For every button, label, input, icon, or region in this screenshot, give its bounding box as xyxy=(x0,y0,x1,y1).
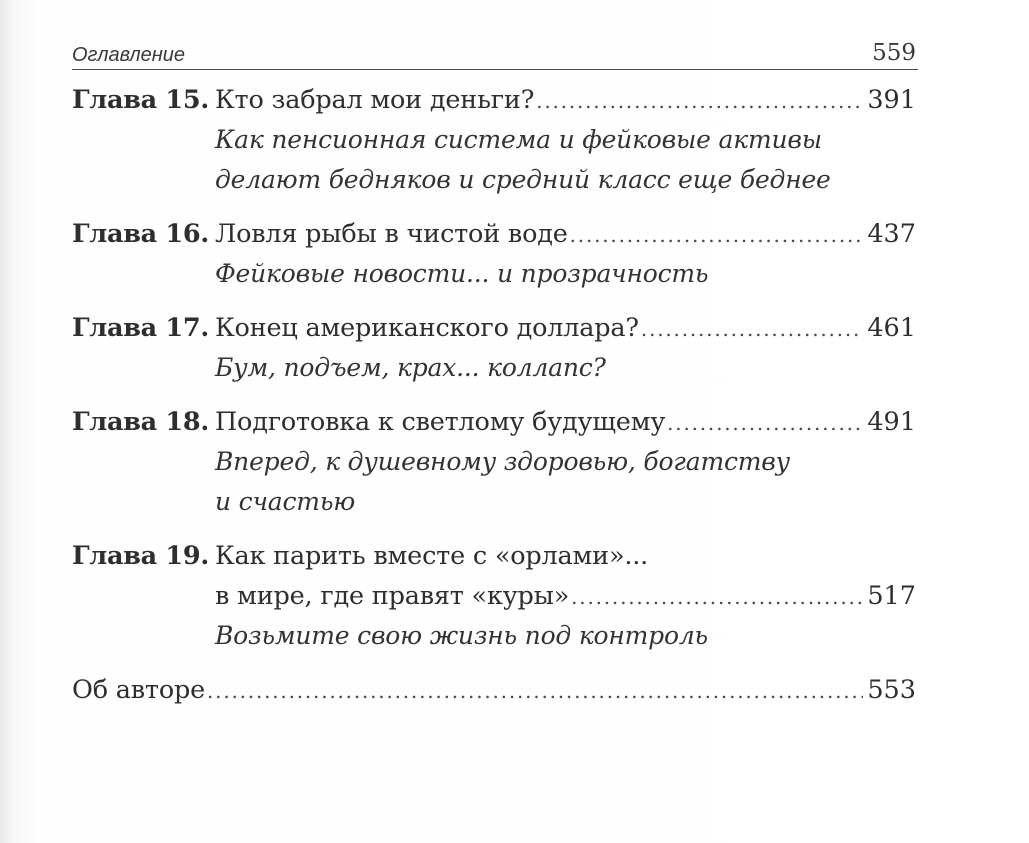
chapter-title: Как парить вместе с «орлами»... xyxy=(215,541,649,571)
dot-leader xyxy=(536,81,863,121)
chapter-title: Кто забрал мои деньги? xyxy=(215,85,535,115)
dot-leader xyxy=(207,671,863,711)
chapter-label: Глава 17. xyxy=(72,313,209,343)
running-head xyxy=(72,38,918,70)
toc-entry-chapter-17[interactable] xyxy=(72,308,918,388)
toc-entry-chapter-15[interactable] xyxy=(72,80,918,200)
chapter-subtitle: Возьмите свою жизнь под контроль xyxy=(215,621,708,650)
chapter-page-ref: 437 xyxy=(867,219,916,249)
toc-entry-chapter-16[interactable] xyxy=(72,214,918,294)
chapter-label: Глава 19. xyxy=(72,541,209,571)
dot-leader xyxy=(571,577,863,617)
dot-leader xyxy=(641,309,863,349)
chapter-label: Глава 15. xyxy=(72,85,209,115)
page-number: 559 xyxy=(872,40,916,66)
chapter-subtitle: делают бедняков и средний класс еще беднее xyxy=(215,165,831,194)
chapter-subtitle: Бум, подъем, крах... коллапс? xyxy=(215,353,606,382)
chapter-subtitle: Как пенсионная система и фейковые активы xyxy=(215,125,822,154)
chapter-title: Подготовка к светлому будущему xyxy=(215,407,666,437)
toc-entry-chapter-19[interactable] xyxy=(72,536,918,656)
chapter-title: Конец американского доллара? xyxy=(215,313,639,343)
toc-entry-about-author[interactable] xyxy=(72,670,918,710)
toc-line xyxy=(72,308,918,348)
chapter-page-ref: 461 xyxy=(867,313,916,343)
toc-line xyxy=(72,214,918,254)
about-author-title: Об авторе xyxy=(72,675,205,705)
chapter-page-ref: 391 xyxy=(867,85,916,115)
table-of-contents xyxy=(72,80,918,724)
chapter-subtitle: и счастью xyxy=(215,487,356,516)
running-title: Оглавление xyxy=(72,44,186,66)
dot-leader xyxy=(667,403,863,443)
chapter-title-continued: в мире, где правят «куры» xyxy=(215,581,570,611)
chapter-title: Ловля рыбы в чистой воде xyxy=(215,219,568,249)
toc-line xyxy=(72,670,918,710)
chapter-label: Глава 16. xyxy=(72,219,209,249)
toc-line xyxy=(72,402,918,442)
toc-line xyxy=(72,80,918,120)
toc-entry-chapter-18[interactable] xyxy=(72,402,918,522)
chapter-page-ref: 517 xyxy=(867,581,916,611)
chapter-subtitle: Вперед, к душевному здоровью, богатству xyxy=(215,447,790,476)
dot-leader xyxy=(570,215,864,255)
toc-line xyxy=(72,536,918,576)
chapter-page-ref: 491 xyxy=(867,407,916,437)
chapter-subtitle: Фейковые новости... и прозрачность xyxy=(215,259,709,288)
toc-line xyxy=(72,576,918,616)
about-author-page-ref: 553 xyxy=(867,675,916,705)
chapter-label: Глава 18. xyxy=(72,407,209,437)
